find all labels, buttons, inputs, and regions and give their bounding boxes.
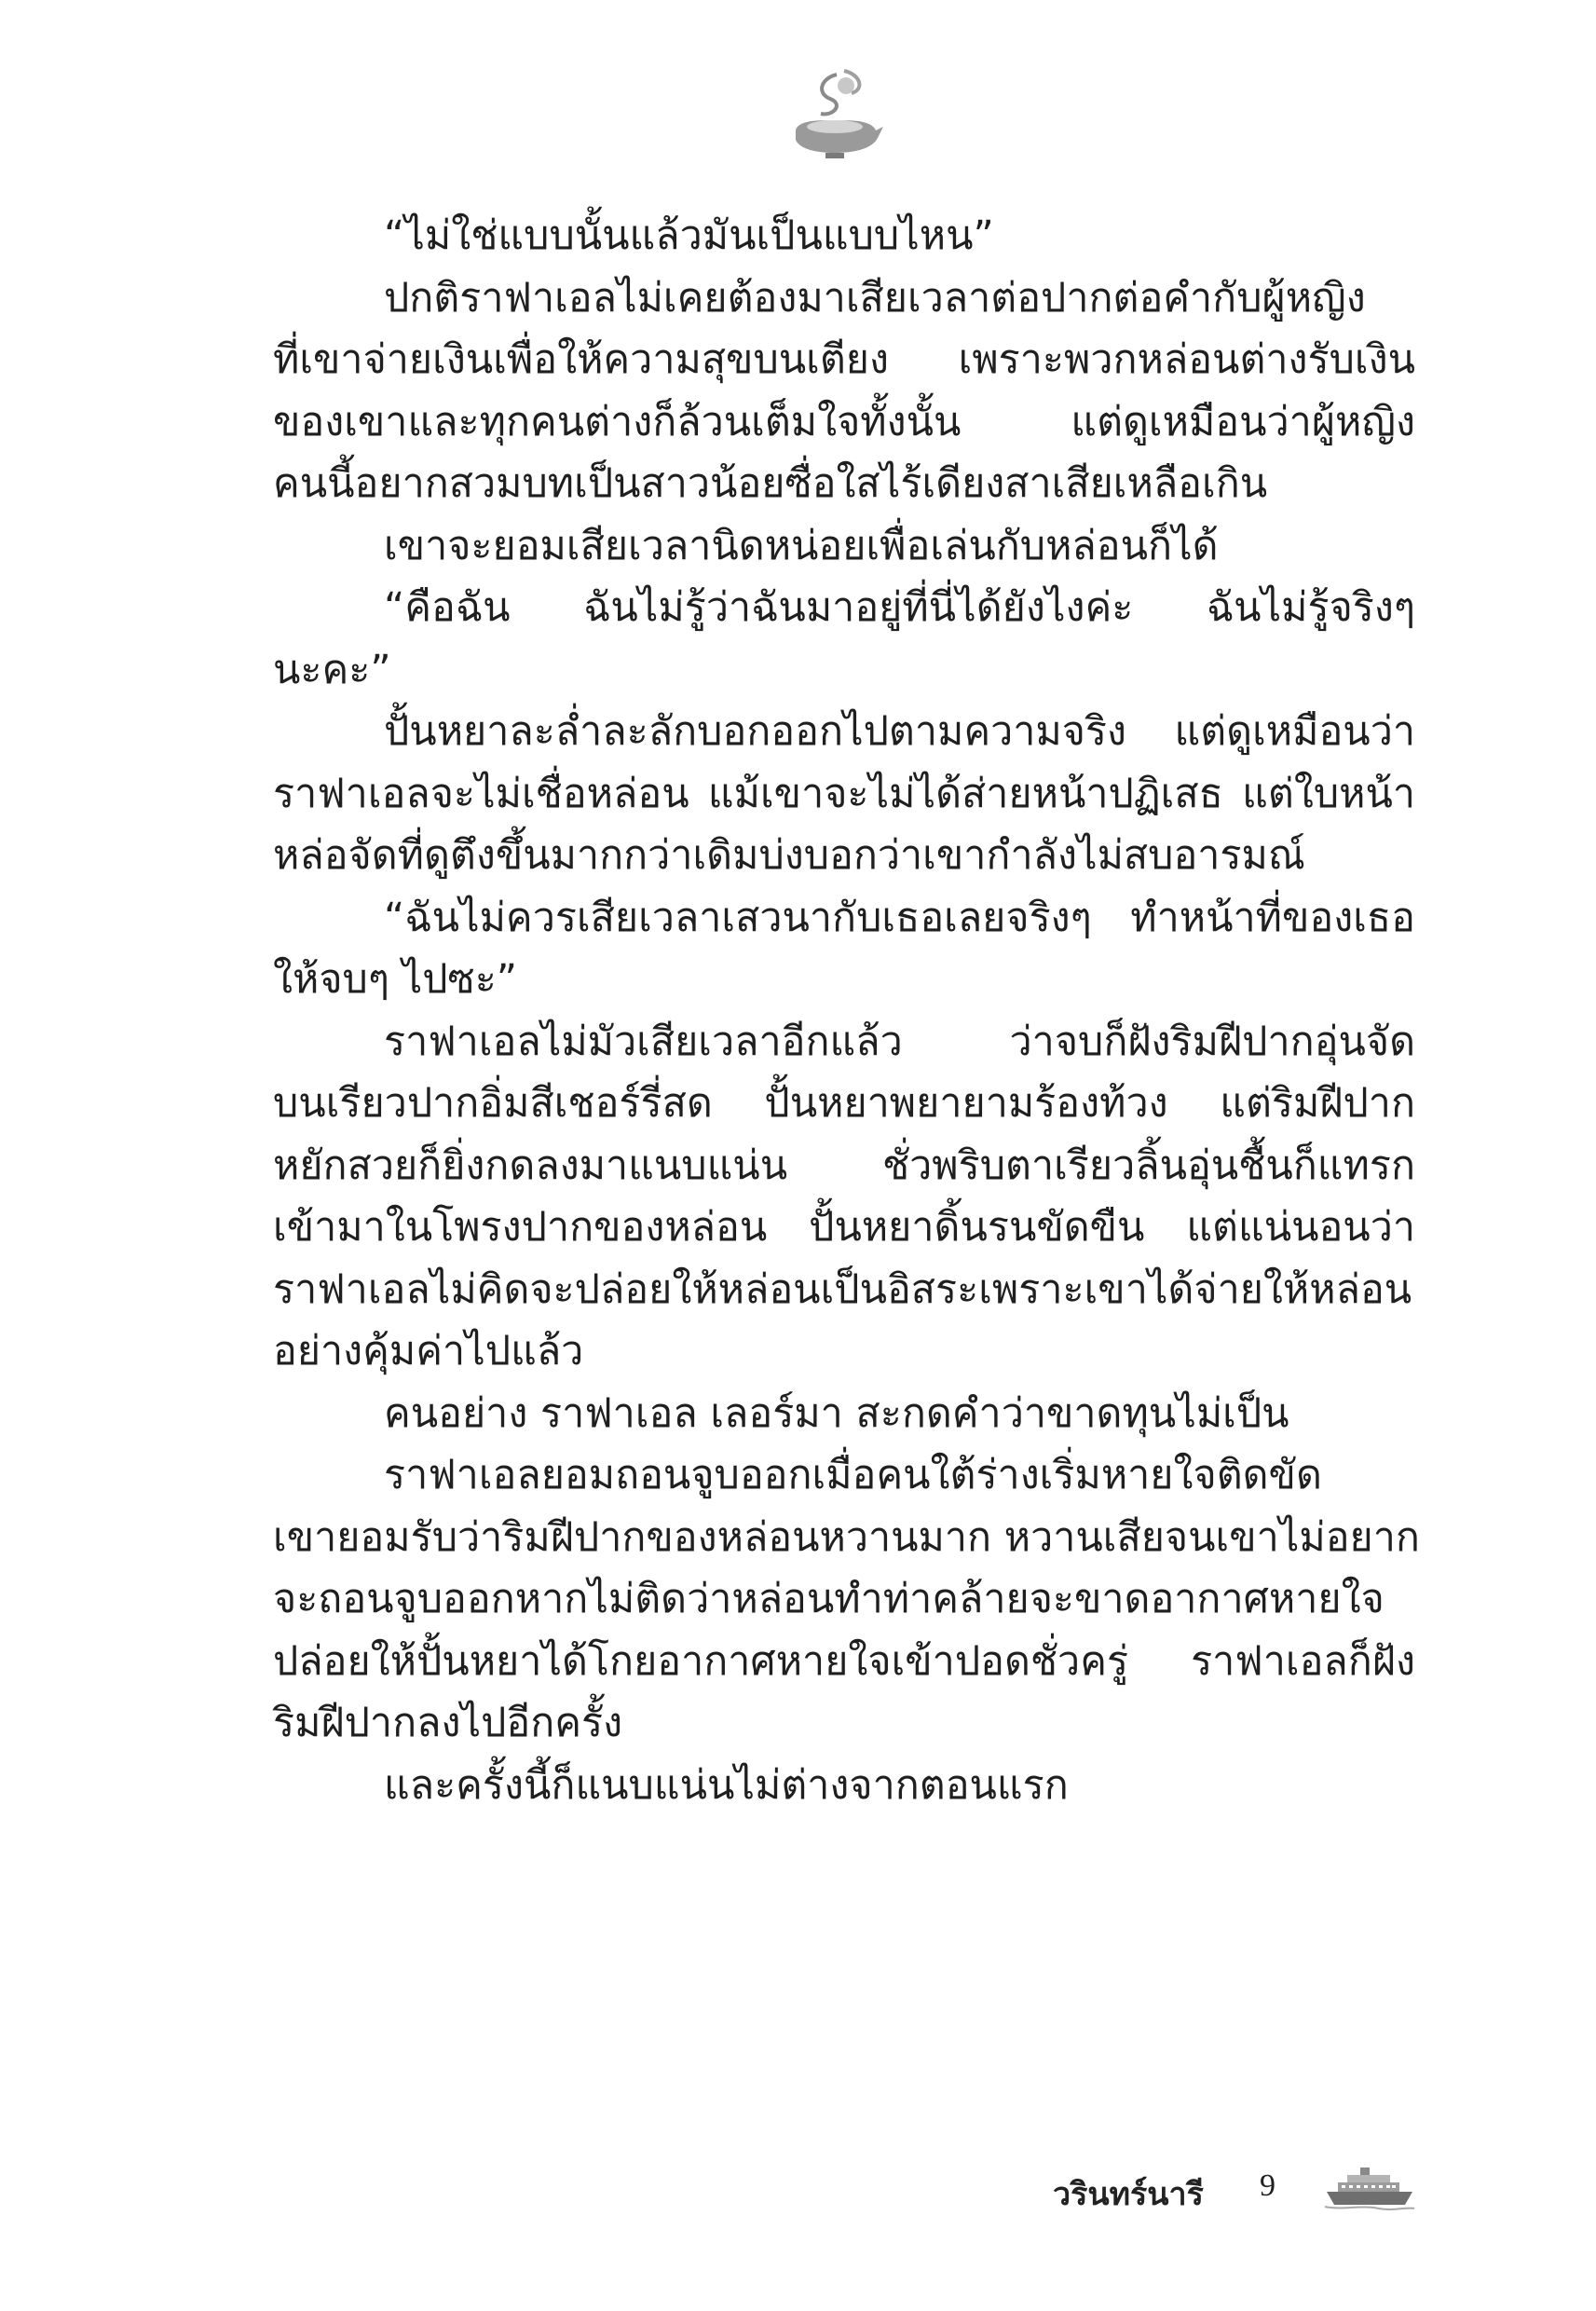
book-title: วรินทร์นารี [1053, 2178, 1204, 2212]
text-line: ปั้นหยาละล่ำละลักบอกออกไปตามความจริง แต่ดูเหมือนว่า [384, 708, 1415, 755]
text-line: หยักสวยก็ยิ่งกดลงมาแนบแน่น ชั่วพริบตาเรียวลิ้นอุ่นชื้นก็แทรก [273, 1142, 1415, 1189]
text-line: ริมฝีปากลงไปอีกครั้ง [273, 1700, 623, 1746]
text-line: เข้ามาในโพรงปากของหล่อน ปั้นหยาดิ้นรนขัดขืน แต่แน่นอนว่า [273, 1204, 1415, 1251]
text-line: ปกติราฟาเอลไม่เคยต้องมาเสียเวลาต่อปากต่อคำกับผู้หญิง [384, 274, 1366, 321]
text-line: จะถอนจูบออกหากไม่ติดว่าหล่อนทำท่าคล้ายจะขาดอากาศหายใจ [273, 1576, 1385, 1622]
text-line: ของเขาและทุกคนต่างก็ล้วนเต็มใจทั้งนั้น แต่ดูเหมือนว่าผู้หญิง [273, 398, 1415, 445]
text-line: เขาจะยอมเสียเวลานิดหน่อยเพื่อเล่นกับหล่อนก็ได้ [384, 522, 1219, 569]
text-line: “ฉันไม่ควรเสียเวลาเสวนากับเธอเลยจริงๆ ทำหน้าที่ของเธอ [384, 894, 1415, 941]
text-line: ให้จบๆ ไปซะ” [273, 956, 518, 1003]
text-line: ที่เขาจ่ายเงินเพื่อให้ความสุขบนเตียง เพราะพวกหล่อนต่างรับเงิน [273, 336, 1415, 383]
body-text [273, 205, 1420, 1816]
text-line: ราฟาเอลไม่มัวเสียเวลาอีกแล้ว ว่าจบก็ฝังริมฝีปากอุ่นจัด [384, 1018, 1415, 1065]
text-line: ปล่อยให้ปั้นหยาได้โกยอากาศหายใจเข้าปอดชั่วครู่ ราฟาเอลก็ฝัง [273, 1637, 1415, 1685]
text-line: คนอย่าง ราฟาเอล เลอร์มา สะกดคำว่าขาดทุนไม่เป็น [384, 1389, 1289, 1437]
text-line: “ไม่ใช่แบบนั้นแล้วมันเป็นแบบไหน” [384, 212, 994, 259]
text-line: ราฟาเอลจะไม่เชื่อหล่อน แม้เขาจะไม่ได้ส่ายหน้าปฏิเสธ แต่ใบหน้า [273, 770, 1415, 817]
lamp-with-smoke-icon [779, 65, 891, 163]
text-line: ราฟาเอลไม่คิดจะปล่อยให้หล่อนเป็นอิสระเพราะเขาได้จ่ายให้หล่อน [273, 1265, 1412, 1313]
cruise-ship-icon [1323, 2158, 1416, 2214]
page-number: 9 [1260, 2168, 1275, 2203]
text-line: เขายอมรับว่าริมฝีปากของหล่อนหวานมาก หวานเสียจนเขาไม่อยาก [273, 1513, 1420, 1561]
text-line: บนเรียวปากอิ่มสีเชอร์รี่สด ปั้นหยาพยายามร้องท้วง แต่ริมฝีปาก [273, 1080, 1415, 1127]
text-line: นะคะ” [273, 646, 391, 693]
text-line: หล่อจัดที่ดูตึงขึ้นมากกว่าเดิมบ่งบอกว่าเขากำลังไม่สบอารมณ์ [273, 832, 1305, 879]
text-line: “คือฉัน ฉันไม่รู้ว่าฉันมาอยู่ที่นี่ได้ยังไงค่ะ ฉันไม่รู้จริงๆ [384, 584, 1415, 631]
text-line: ราฟาเอลยอมถอนจูบออกเมื่อคนใต้ร่างเริ่มหายใจติดขัด [384, 1452, 1322, 1498]
text-line: และครั้งนี้ก็แนบแน่นไม่ต่างจากตอนแรก [384, 1761, 1069, 1809]
text-line: คนนี้อยากสวมบทเป็นสาวน้อยซื่อใสไร้เดียงสาเสียเหลือเกิน [273, 460, 1268, 507]
text-line: อย่างคุ้มค่าไปแล้ว [273, 1328, 584, 1374]
